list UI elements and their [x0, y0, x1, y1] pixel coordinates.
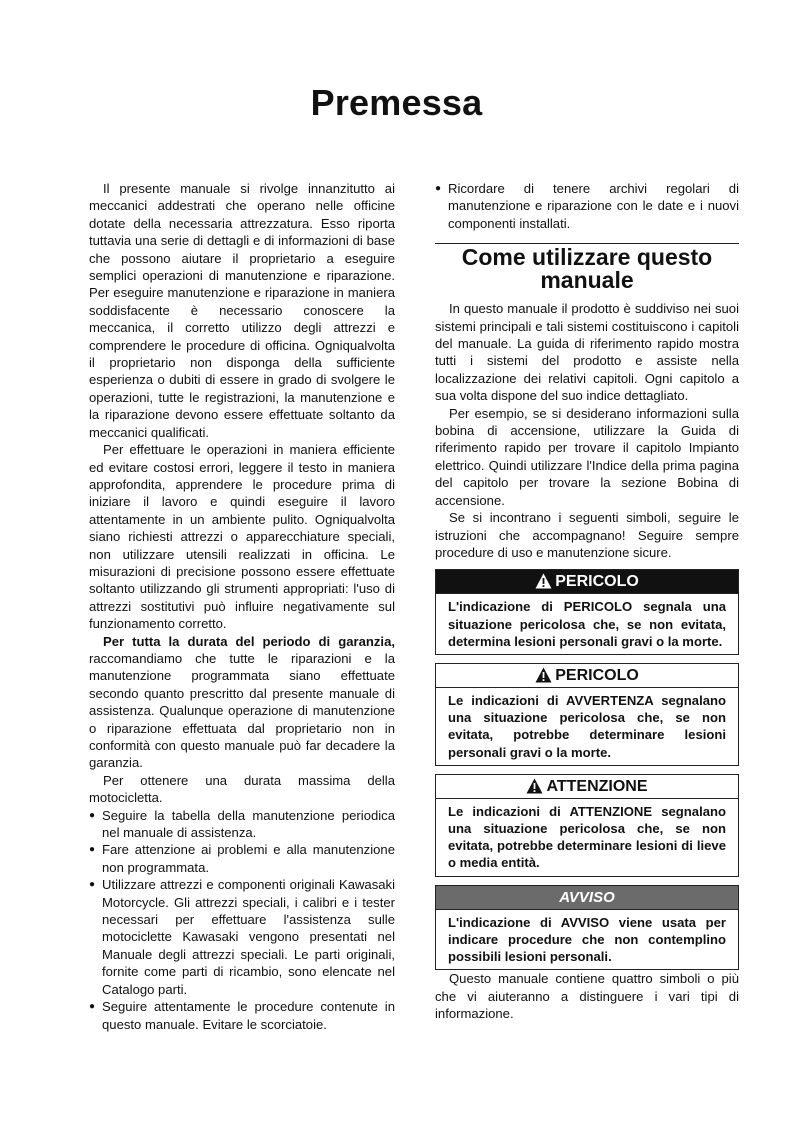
danger-box	[435, 569, 739, 655]
warranty-text: raccomandiamo che tutte le riparazioni e la manutenzione programmata siano effettuate secondo quanto prescritto dal presente manuale di assistenza. Qualunque operazione di manutenzione o riparazione effettuata dal proprietario non in conformità con questo manuale può far decadere la garanzia.	[89, 650, 395, 771]
list-item: ● Fare attenzione ai problemi e alla manutenzione non programmata.	[89, 841, 395, 876]
symbols-paragraph: Se si incontrano i seguenti simboli, seguire le istruzioni che accompagnano! Seguire sempre procedure di uso e manutenzione sicure.	[435, 510, 739, 560]
list-item: ● Seguire la tabella della manutenzione periodica nel manuale di assistenza.	[89, 807, 395, 842]
structure-paragraph: In questo manuale il prodotto è suddiviso nei suoi sistemi principali e tali sistemi costituiscono i capitoli del manuale. La guida di riferimento rapido mostra tutti i sistemi del prodotto e assiste nella localizzazione dei relativi capitoli. Ogni capitolo a sua volta dispone del suo indice dettagliato.	[435, 301, 739, 404]
records-list	[435, 180, 739, 232]
warning-label: PERICOLO	[555, 666, 639, 684]
danger-label: PERICOLO	[555, 573, 639, 591]
example-paragraph: Per esempio, se si desiderano informazioni sulla bobina di accensione, utilizzare la Guida di riferimento rapido per trovare il capitolo Impianto elettrico. Quindi utilizzare l'Indice della prima pagina del capitolo per trovare la sezione Bobina di accensione.	[435, 405, 739, 508]
notice-text: L'indicazione di AVVISO viene usata per indicare procedure che non contemplino possibili lesioni personali.	[448, 914, 726, 964]
warranty-paragraph	[89, 633, 395, 772]
warranty-lead: Per tutta la durata del periodo di garanzia,	[103, 633, 395, 649]
page-title: Premessa	[310, 82, 483, 123]
section-heading: Come utilizzare questo manuale	[435, 243, 739, 292]
warning-text: Le indicazioni di AVVERTENZA segnalano una situazione pericolosa che, se non evitata, potrebbe determinare lesioni personali gravi o la morte.	[448, 692, 726, 760]
caution-text: Le indicazioni di ATTENZIONE segnalano una situazione pericolosa che, se non evitata, potrebbe determinare lesioni di lieve o media entità.	[448, 803, 726, 871]
caution-label: ATTENZIONE	[546, 777, 648, 795]
warning-triangle-icon	[535, 667, 552, 683]
list-item: ● Ricordare di tenere archivi regolari di manutenzione e riparazione con le date e i nuovi componenti installati.	[435, 180, 739, 232]
caution-box	[435, 774, 739, 877]
danger-text: L'indicazione di PERICOLO segnala una situazione pericolosa che, se non evitata, determina lesioni personali gravi o la morte.	[448, 599, 726, 649]
list-item: ● Utilizzare attrezzi e componenti originali Kawasaki Motorcycle. Gli attrezzi speciali, i calibri e i tester necessari per effettuare l'assistenza sulle motociclette Kawasaki vengono presentati nel Manuale degli attrezzi speciali. Le parti originali, fornite come parti di ricambio, sono elencate nel Catalogo parti.	[89, 876, 395, 998]
tips-list	[89, 807, 395, 1033]
intro-paragraph: Il presente manuale si rivolge innanzitutto ai meccanici addestrati che operano nelle officine dotate della necessaria attrezzatura. Esso riporta tuttavia una serie di dettagli e di informazioni di base che possono aiutare il proprietario a eseguire semplici operazioni di manutenzione e riparazione. Per eseguire manutenzione e riparazione in maniera soddisfacente è necessario conoscere la meccanica, il corretto utilizzo degli attrezzi e comprendere le procedure di officina. Ogniqualvolta il proprietario non disponga della sufficiente esperienza o dubiti di essere in grado di svolgere le operazioni, tutte le registrazioni, la manutenzione e la riparazione devono essere effettuate soltanto da meccanici qualificati.	[89, 181, 395, 440]
left-column	[89, 180, 395, 1033]
warning-triangle-icon	[535, 573, 552, 589]
list-item: ● Seguire attentamente le procedure contenute in questo manuale. Evitare le scorciatoie.	[89, 998, 395, 1033]
notice-box	[435, 885, 739, 971]
notice-label: AVVISO	[436, 886, 738, 910]
durability-paragraph: Per ottenere una durata massima della motocicletta.	[89, 772, 395, 806]
right-column	[435, 180, 739, 1022]
closing-paragraph: Questo manuale contiene quattro simboli o più che vi aiuteranno a distinguere i vari tipi di informazione.	[435, 971, 739, 1021]
warning-triangle-icon	[526, 778, 543, 794]
warning-box	[435, 663, 739, 766]
procedure-paragraph: Per effettuare le operazioni in maniera efficiente ed evitare costosi errori, leggere il testo in maniera approfondita, apprendere le procedure prima di iniziare il lavoro e quindi eseguire il lavoro attentamente in un ambiente pulito. Ogniqualvolta siano richiesti attrezzi o apparecchiature speciali, non utilizzare utensili realizzati in officina. Le misurazioni di precisione possono essere effettuate soltanto utilizzando gli strumenti appropriati: l'uso di attrezzi sostitutivi può influire negativamente sul funzionamento corretto.	[89, 442, 395, 632]
